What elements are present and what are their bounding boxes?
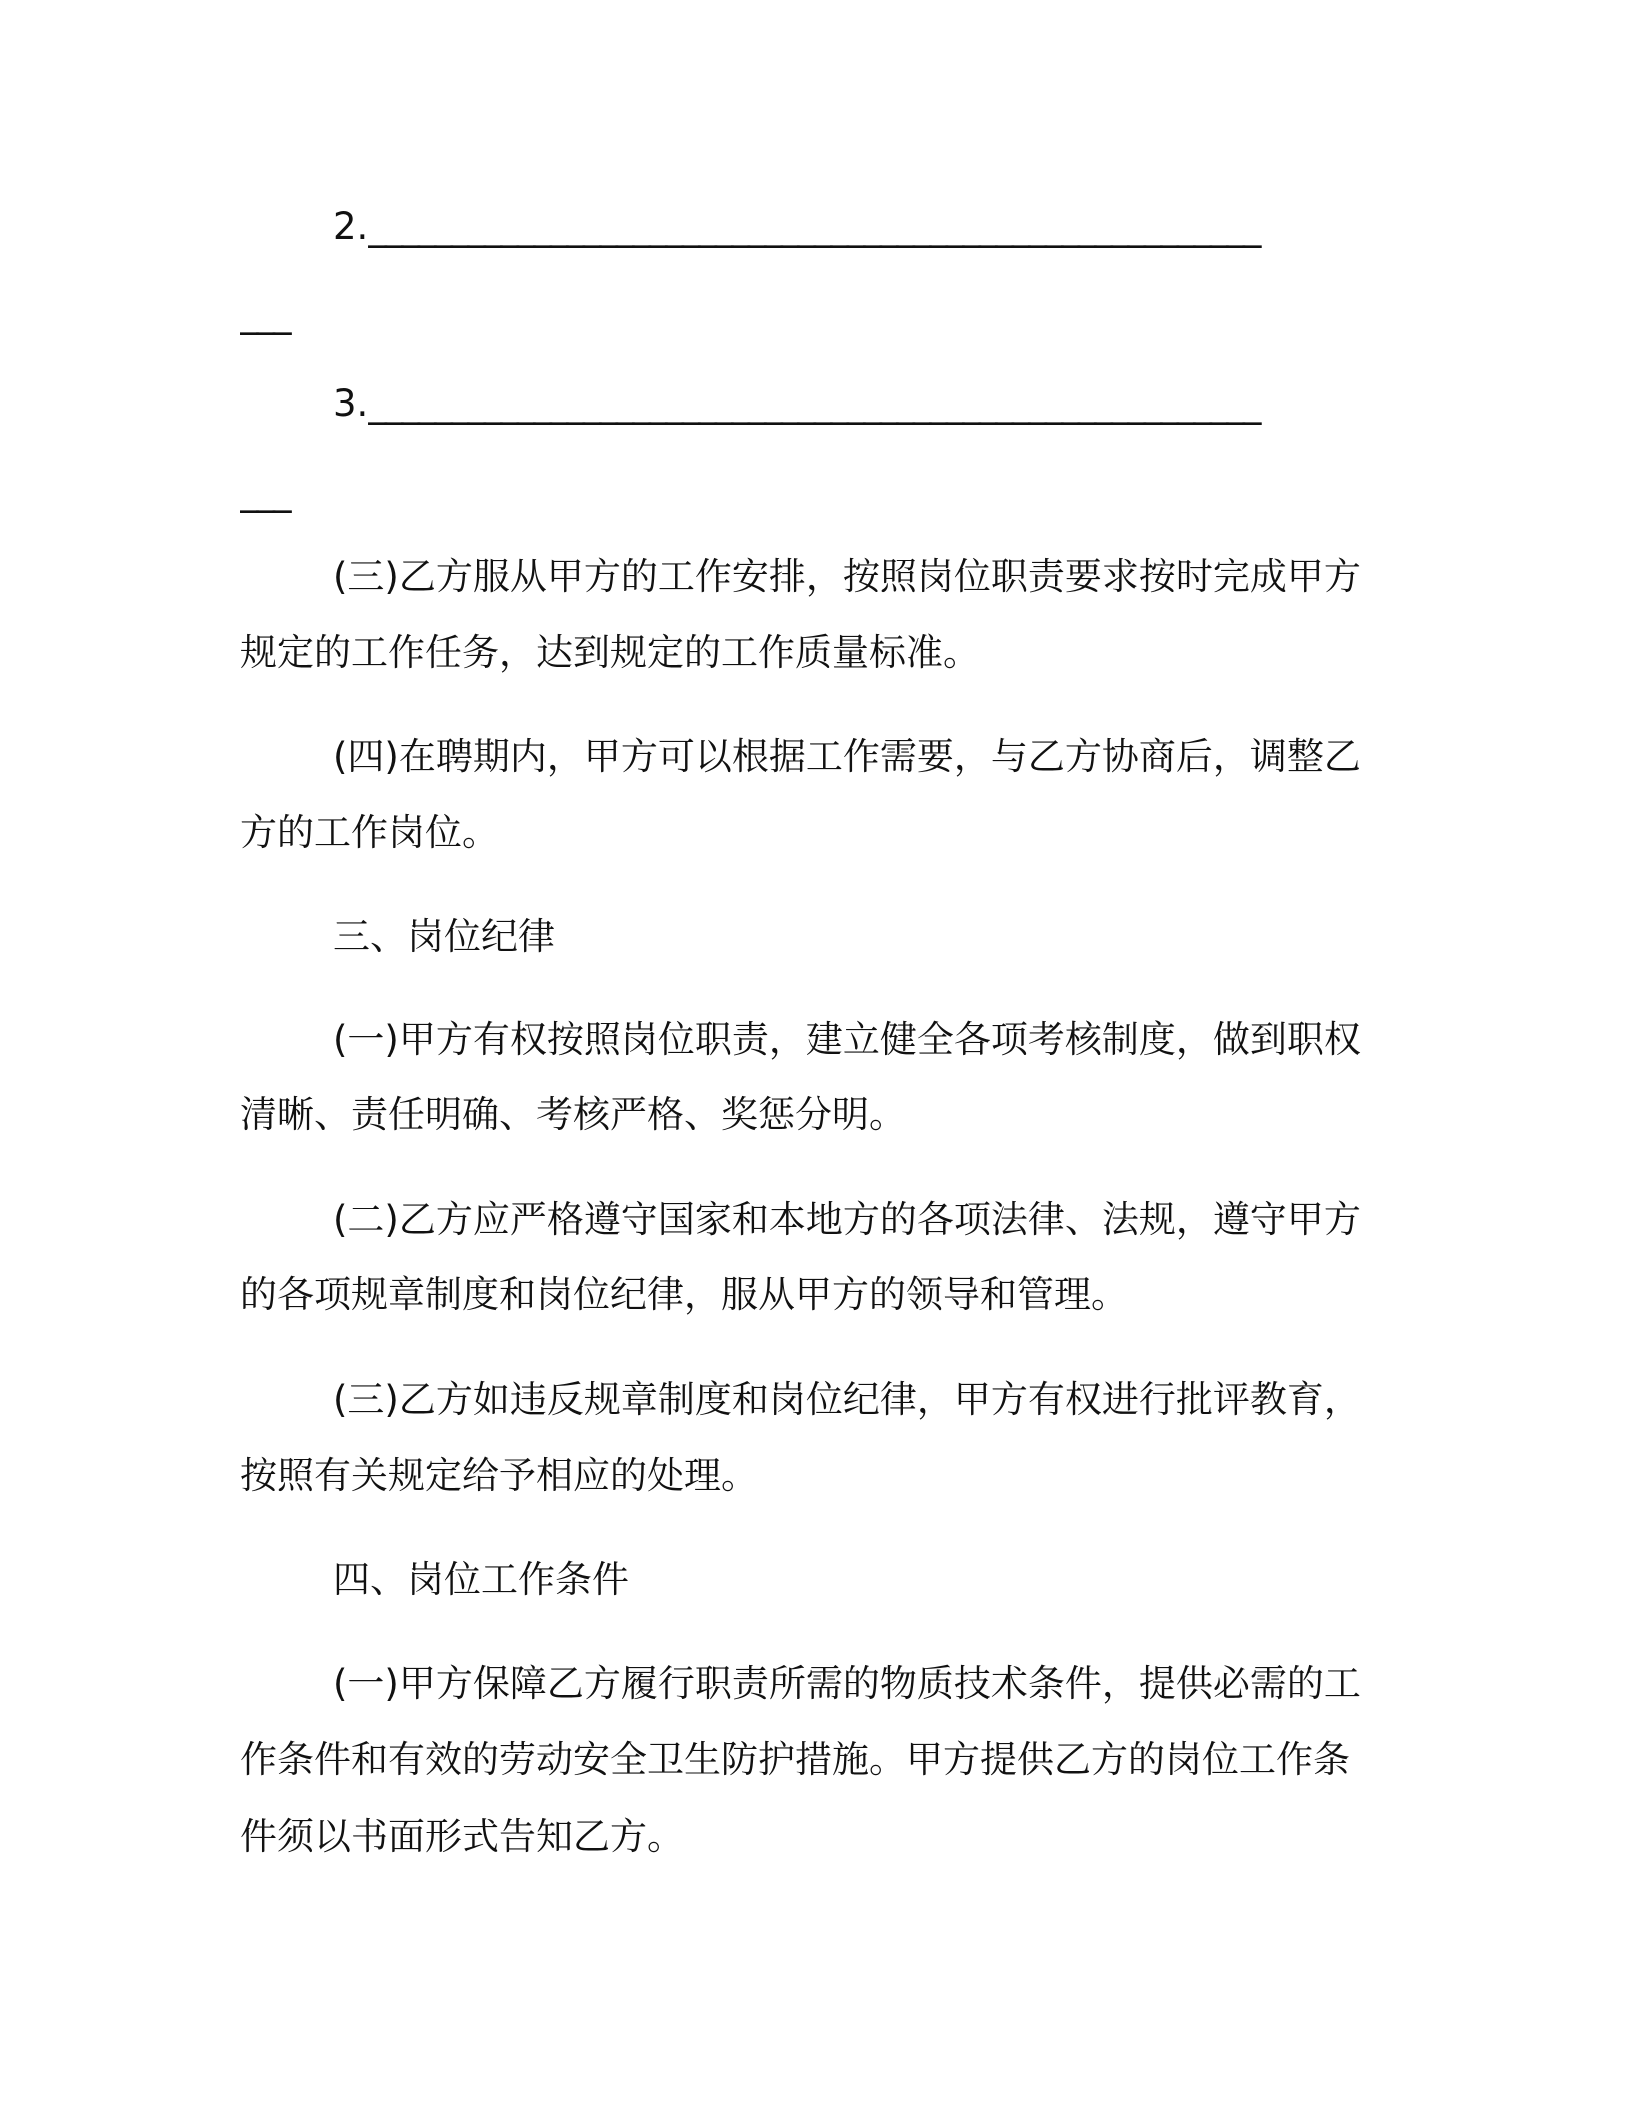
paragraph-line: 按照有关规定给予相应的处理。 (240, 1454, 758, 1497)
paragraph-line: 规定的工作任务，达到规定的工作质量标准。 (240, 631, 980, 674)
section-heading: 三、岗位纪律 (333, 915, 555, 958)
blank-item-2 (333, 205, 1398, 249)
paragraph-line: (三)乙方如违反规章制度和岗位纪律，甲方有权进行批评教育， (333, 1378, 1361, 1421)
paragraph-line: 的各项规章制度和岗位纪律，服从甲方的领导和管理。 (240, 1273, 1128, 1316)
paragraph-line: 方的工作岗位。 (240, 811, 499, 854)
paragraph-line: (一)甲方有权按照岗位职责，建立健全各项考核制度，做到职权 (333, 1018, 1361, 1061)
blank-item-3 (333, 382, 1398, 426)
section-heading: 四、岗位工作条件 (333, 1558, 629, 1601)
paragraph-line: (一)甲方保障乙方履行职责所需的物质技术条件，提供必需的工 (333, 1662, 1361, 1705)
item-number: 2. (333, 205, 369, 248)
paragraph-line: (四)在聘期内，甲方可以根据工作需要，与乙方协商后，调整乙 (333, 735, 1361, 778)
item-number: 3. (333, 382, 369, 425)
paragraph-line: (二)乙方应严格遵守国家和本地方的各项法律、法规，遵守甲方 (333, 1198, 1361, 1241)
fill-in-blank: ______________________________________________________ (368, 382, 1260, 425)
fill-in-blank-continuation: ___ (240, 470, 290, 513)
paragraph-line: 作条件和有效的劳动安全卫生防护措施。甲方提供乙方的岗位工作条 (240, 1738, 1350, 1781)
paragraph-line: (三)乙方服从甲方的工作安排，按照岗位职责要求按时完成甲方 (333, 555, 1361, 598)
paragraph-line: 清晰、责任明确、考核严格、奖惩分明。 (240, 1093, 906, 1136)
fill-in-blank-continuation: ___ (240, 292, 290, 335)
fill-in-blank: ______________________________________________________ (368, 205, 1260, 248)
paragraph-line: 件须以书面形式告知乙方。 (240, 1815, 684, 1858)
